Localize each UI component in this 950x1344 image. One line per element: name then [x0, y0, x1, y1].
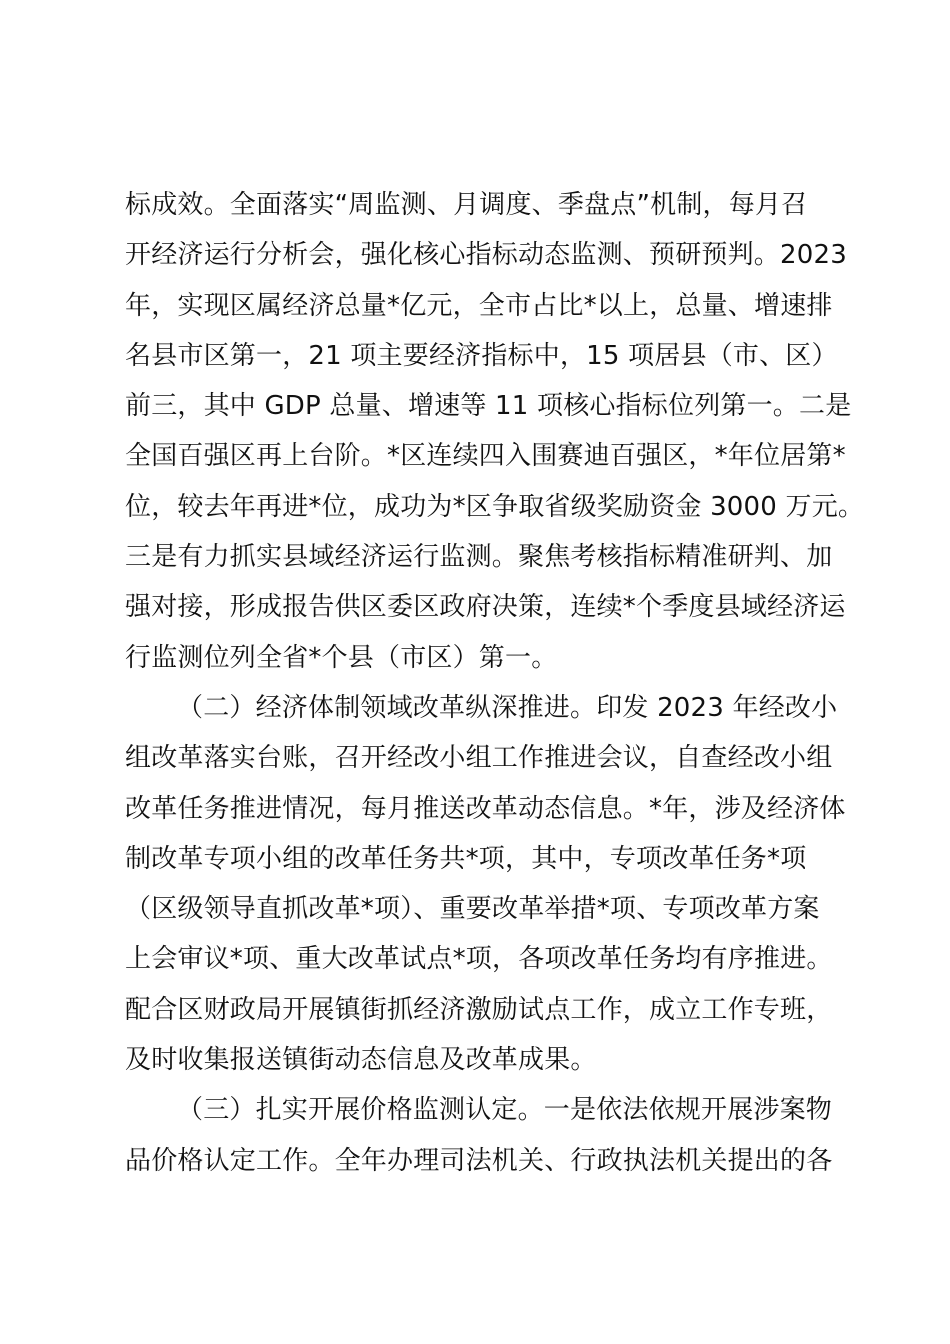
- document-body: [125, 180, 865, 1186]
- text-line: 全国百强区再上台阶。*区连续四入围赛迪百强区，*年位居第*: [125, 441, 846, 472]
- text-line: 名县市区第一，21 项主要经济指标中，15 项居县（市、区）: [125, 340, 838, 371]
- text-line: （区级领导直抓改革*项）、重要改革举措*项、专项改革方案: [125, 894, 820, 925]
- section-heading-line: （三）扎实开展价格监测认定。一是依法依规开展涉案物: [177, 1095, 833, 1126]
- section-heading-line: （二）经济体制领域改革纵深推进。印发 2023 年经改小: [177, 692, 838, 723]
- text-line: 品价格认定工作。全年办理司法机关、行政执法机关提出的各: [125, 1145, 833, 1176]
- text-line: 开经济运行分析会，强化核心指标动态监测、预研预判。2023: [125, 240, 847, 271]
- text-line: 及时收集报送镇街动态信息及改革成果。: [125, 1045, 597, 1076]
- text-line: 行监测位列全省*个县（市区）第一。: [125, 642, 558, 673]
- text-line: 位，较去年再进*位，成功为*区争取省级奖励资金 3000 万元。: [125, 491, 865, 522]
- text-line: 前三，其中 GDP 总量、增速等 11 项核心指标位列第一。二是: [125, 391, 852, 422]
- text-line: 标成效。全面落实“周监测、月调度、季盘点”机制，每月召: [125, 190, 808, 220]
- text-line: 年，实现区属经济总量*亿元，全市占比*以上，总量、增速排: [125, 290, 833, 321]
- text-line: 制改革专项小组的改革任务共*项，其中，专项改革任务*项: [125, 843, 807, 874]
- text-line: 组改革落实台账，召开经改小组工作推进会议，自查经改小组: [125, 743, 833, 774]
- paragraph-system-reform: [125, 683, 846, 1085]
- text-line: 改革任务推进情况，每月推送改革动态信息。*年，涉及经济体: [125, 793, 846, 824]
- text-line: 三是有力抓实县域经济运行监测。聚焦考核指标精准研判、加: [125, 542, 833, 573]
- text-line: 上会审议*项、重大改革试点*项，各项改革任务均有序推进。: [125, 944, 833, 975]
- paragraph-economic-results: [125, 180, 865, 683]
- text-line: 强对接，形成报告供区委区政府决策，连续*个季度县域经济运: [125, 592, 846, 623]
- paragraph-price-monitoring: [125, 1085, 835, 1186]
- text-line: 配合区财政局开展镇街抓经济激励试点工作，成立工作专班，: [125, 994, 833, 1025]
